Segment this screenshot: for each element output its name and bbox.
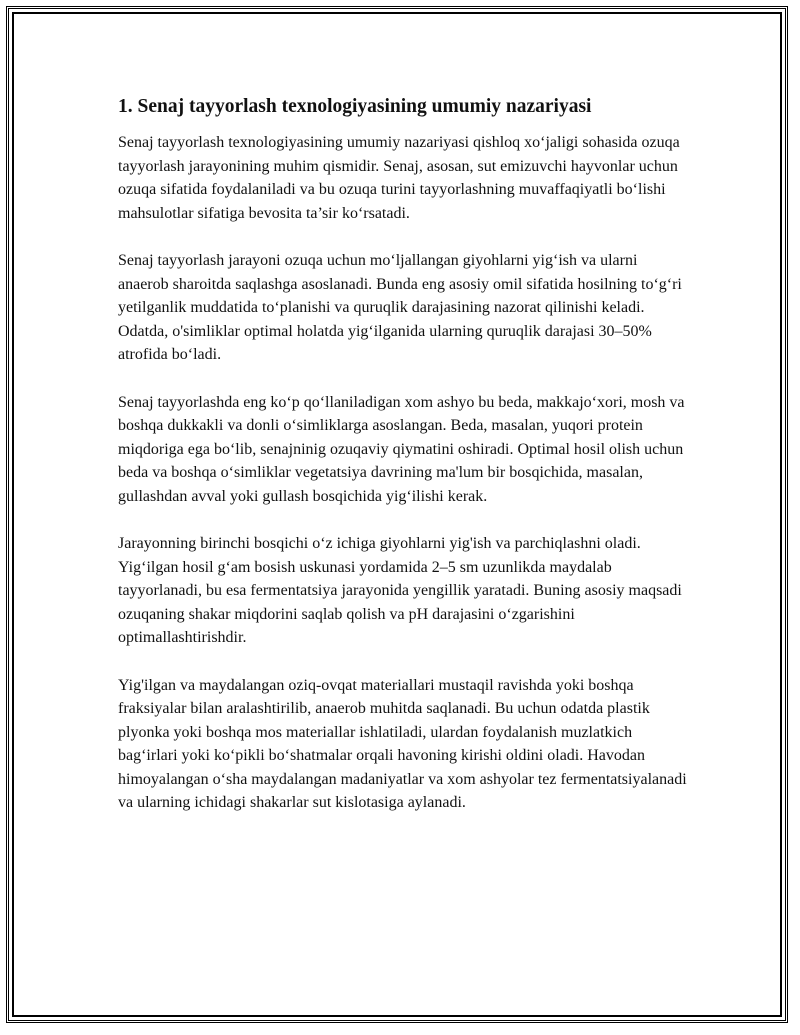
paragraph-1: Senaj tayyorlash texnologiyasining umumiy nazariyasi qishloq xo‘jaligi sohasida ozuqa tayyorlash jarayonining muhim qismidir. Senaj, asosan, sut emizuvchi hayvonlar uchun ozuqa sifatida foydalaniladi va bu ozuqa turini tayyorlashning muvaffaqiyatli bo‘lishi mahsulotlar sifatiga bevosita ta’sir ko‘rsatadi. [118,134,680,222]
paragraph-2: Senaj tayyorlash jarayoni ozuqa uchun mo‘ljallangan giyohlarni yig‘ish va ularni anaerob sharoitda saqlashga asoslanadi. Bunda eng asosiy omil sifatida hosilning to‘g‘ri yetilganlik muddatida to‘planishi va quruqlik darajasining nazorat qilinishi keladi. Odatda, o'simliklar optimal holatda yig‘ilganida ularning quruqlik darajasi 30–50% atrofida bo‘ladi. [118,252,682,363]
paragraph-4: Jarayonning birinchi bosqichi o‘z ichiga giyohlarni yig'ish va parchiqlashni oladi. Yig‘ilgan hosil g‘am bosish uskunasi yordamida 2–5 sm uzunlikda maydalab tayyorlanadi, bu esa fermentatsiya jarayonida yengillik yaratadi. Buning asosiy maqsadi ozuqaning shakar miqdorini saqlab qolish va pH darajasini o‘zgarishini optimallashtirishdir. [118,535,682,646]
paragraph-5: Yig'ilgan va maydalangan oziq-ovqat materiallari mustaqil ravishda yoki boshqa fraksiyalar bilan aralashtirilib, anaerob muhitda saqlanadi. Bu uchun odatda plastik plyonka yoki boshqa mos materiallar ishlatiladi, ulardan foydalanish muzlatkich bag‘irlari yoki ko‘pikli bo‘shatmalar orqali havoning kirishi oldini oladi. Havodan himoyalangan o‘sha maydalangan madaniyatlar va xom ashyolar tez fermentatsiyalanadi va ularning ichidagi shakarlar sut kislotasiga aylanadi. [118,676,687,811]
paragraph-3: Senaj tayyorlashda eng ko‘p qo‘llaniladigan xom ashyo bu beda, makkajo‘xori, mosh va boshqa dukkakli va donli o‘simliklarga asoslangan. Beda, masalan, yuqori protein miqdoriga ega bo‘lib, senajninig ozuqaviy qiymatini oshiradi. Optimal hosil olish uchun beda va boshqa o‘simliklar vegetatsiya davrining ma'lum bir bosqichida, masalan, gullashdan avval yoki gullash bosqichida yig‘ilishi kerak. [118,393,685,505]
document-body [118,94,688,839]
section-heading: 1. Senaj tayyorlash texnologiyasining umumiy nazariyasi [118,96,592,117]
